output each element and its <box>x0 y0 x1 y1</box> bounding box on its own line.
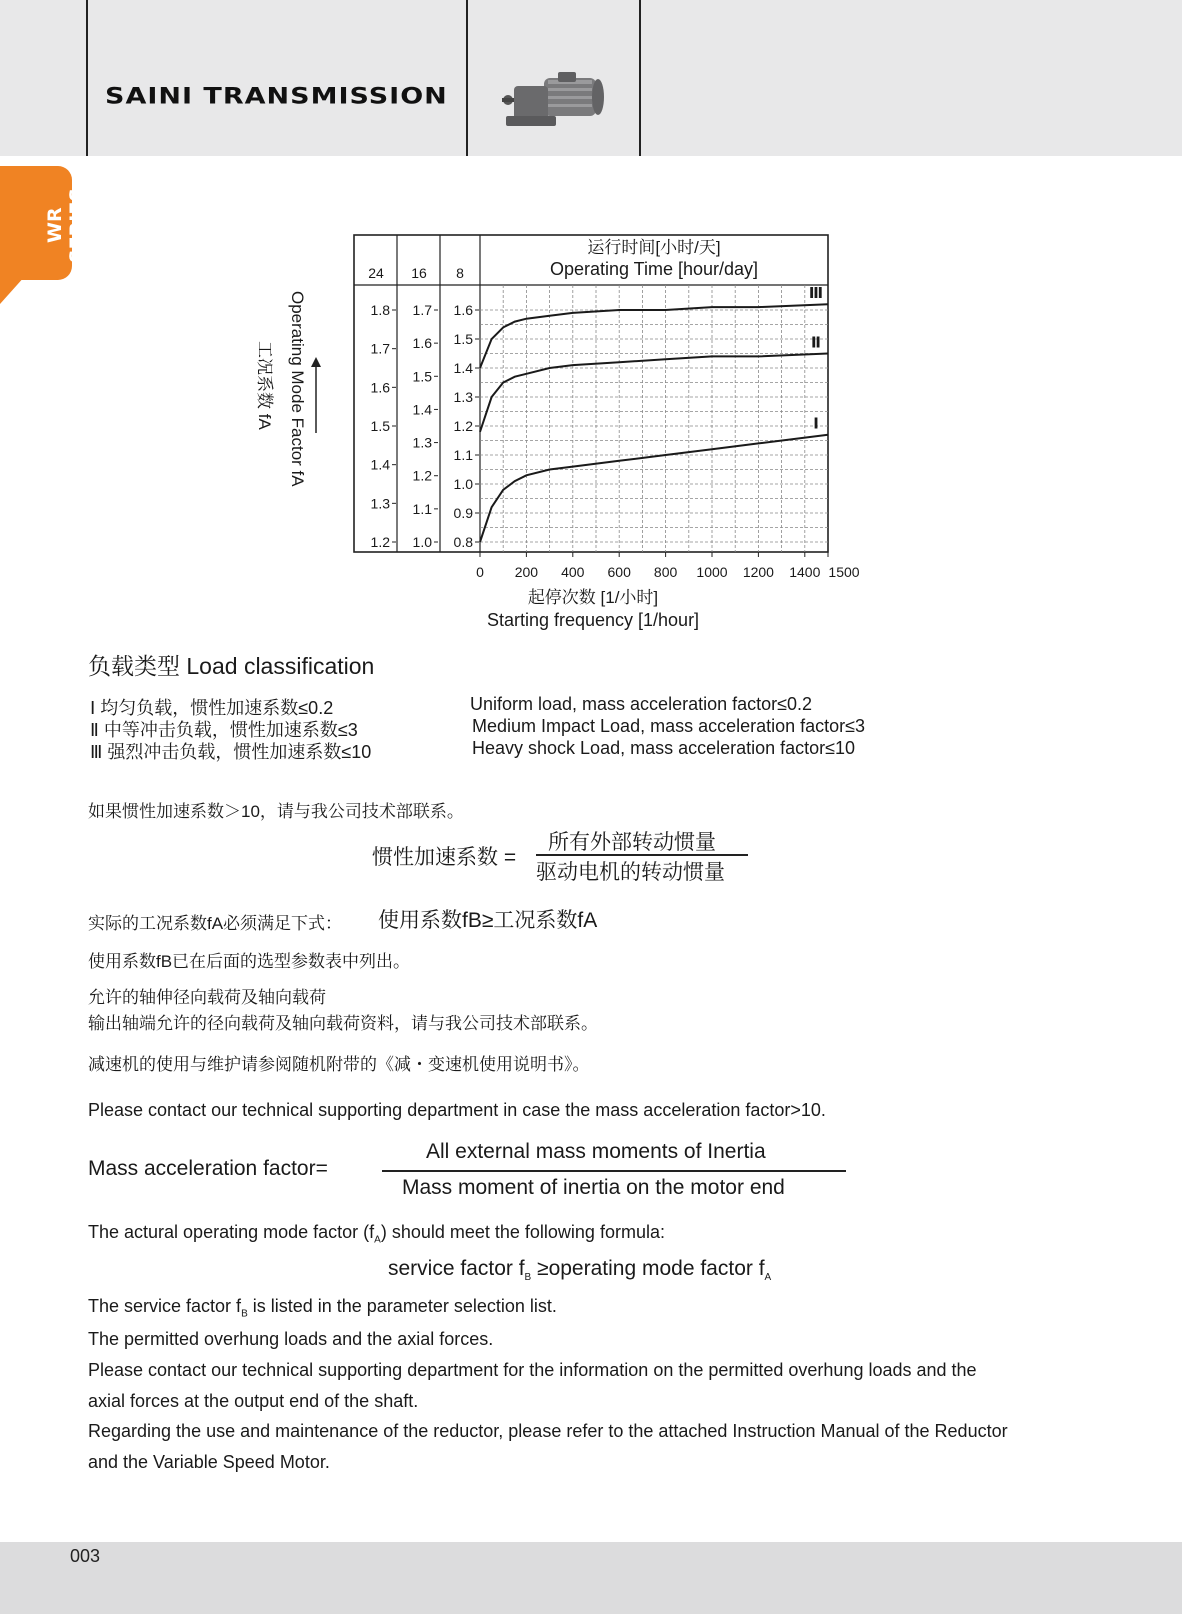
chart-y-tick-label: 1.2 <box>370 534 390 550</box>
cn-loads-text: 输出轴端允许的径向载荷及轴向载荷资料，请与我公司技术部联系。 <box>88 1014 598 1033</box>
chart-y-tick-label: 1.5 <box>370 418 390 434</box>
series-tab-fold <box>0 266 34 304</box>
chart-y-axis-label-en: Operating Mode Factor fA <box>288 291 307 487</box>
en-manual-line1: Regarding the use and maintenance of the reductor, please refer to the attached Instruction Manual of the Reductor <box>88 1421 1008 1441</box>
series-tab-label: WR SERIES <box>44 187 88 263</box>
chart-y-tick-label: 1.6 <box>370 379 390 396</box>
chart-y-tick-label: 1.3 <box>412 434 432 451</box>
chart-y-tick-label: 1.4 <box>370 456 390 473</box>
en-formula-label: Mass acceleration factor= <box>88 1157 328 1180</box>
load-class-en: Medium Impact Load, mass acceleration factor≤3 <box>472 716 866 736</box>
en-contact-text: Please contact our technical supporting department in case the mass acceleration factor>10. <box>88 1100 826 1120</box>
en-requirement-text: The actural operating mode factor $(f_A)$ should meet the following formula: <box>88 1222 665 1246</box>
en-requirement-formula: service factor $f_B$ ≥operating mode factor $f_A$ <box>388 1257 772 1284</box>
load-class-en: Uniform load, mass acceleration factor≤0.2 <box>470 694 813 714</box>
page-footer <box>0 1542 1182 1614</box>
chart-series-label: Ⅱ <box>811 334 821 352</box>
chart-y-tick-label: 1.6 <box>453 302 473 318</box>
cn-formula-denominator: 驱动电机的转动惯量 <box>536 861 725 884</box>
cn-manual-text: 减速机的使用与维护请参阅随机附带的《减・变速机使用说明书》。 <box>88 1055 590 1074</box>
en-formula-denominator: Mass moment of inertia on the motor end <box>402 1176 785 1199</box>
chart-x-tick-label: 400 <box>561 564 585 580</box>
chart-x-axis-label: 起停次数 [1/小时] <box>527 588 659 607</box>
chart-series-label: Ⅰ <box>813 415 819 433</box>
header-divider <box>639 0 641 156</box>
chart-y-tick-label: 1.0 <box>453 476 473 492</box>
load-class-cn: Ⅰ 均匀负载，惯性加速系数≤0.2 <box>90 698 334 718</box>
chart-x-tick-label: 800 <box>653 564 678 580</box>
chart-y-tick-label: 1.8 <box>370 302 390 318</box>
gear-motor-icon <box>502 70 606 134</box>
en-contact2-line2: axial forces at the output end of the shaft. <box>88 1391 419 1411</box>
chart-title: 运行时间[小时/天] <box>587 238 721 257</box>
chart-y-tick-label: 0.9 <box>453 505 473 521</box>
cn-contact-text: 如果惯性加速系数＞10，请与我公司技术部联系。 <box>88 802 464 821</box>
chart-x-tick-label: 1400 <box>789 564 821 580</box>
chart-series-line <box>480 435 828 542</box>
chart-y-axis-label: 工况系数 fA <box>255 341 274 430</box>
chart-y-tick-label: 1.1 <box>453 447 473 463</box>
chart-y-tick-label: 1.4 <box>412 401 432 418</box>
en-overhung-text: The permitted overhung loads and the axial forces. <box>88 1329 494 1349</box>
cn-listed-text: 使用系数fB已在后面的选型参数表中列出。 <box>88 952 411 971</box>
chart-y-tick-label: 1.6 <box>412 335 432 352</box>
chart-y-tick-label: 1.0 <box>412 534 432 550</box>
chart-x-tick-label: 1000 <box>696 564 728 580</box>
en-formula-numerator: All external mass moments of Inertia <box>426 1140 766 1163</box>
chart-series-line <box>480 354 828 432</box>
load-class-cn: Ⅱ 中等冲击负载，惯性加速系数≤3 <box>90 720 358 740</box>
header-divider <box>466 0 468 156</box>
page-number: 003 <box>70 1546 101 1566</box>
chart-y-tick-label: 1.2 <box>453 418 473 434</box>
cn-loads-title: 允许的轴伸径向载荷及轴向载荷 <box>88 988 326 1007</box>
cn-formula-numerator: 所有外部转动惯量 <box>548 831 716 854</box>
chart-series-line <box>480 304 828 368</box>
cn-formula-label: 惯性加速系数 = <box>372 846 517 869</box>
chart-y-tick-label: 1.2 <box>412 467 432 484</box>
chart-x-axis-label-en: Starting frequency [1/hour] <box>486 610 700 630</box>
chart-x-tick-label: 0 <box>476 564 484 580</box>
load-class-cn: Ⅲ 强烈冲击负载，惯性加速系数≤10 <box>90 742 372 762</box>
load-class-en: Heavy shock Load, mass acceleration factor≤10 <box>472 738 856 758</box>
en-contact2-line1: Please contact our technical supporting department for the information on the permitted overhung loads and the <box>88 1360 977 1380</box>
cn-requirement-formula: 使用系数fB≥工况系数fA <box>378 909 598 932</box>
chart-y-tick-label: 1.3 <box>370 495 390 512</box>
chart-y-tick-label: 1.5 <box>453 331 473 347</box>
chart-y-tick-label: 1.3 <box>453 389 473 405</box>
load-classification-heading: 负载类型 Load classification <box>88 653 375 679</box>
chart-y-tick-label: 1.1 <box>412 500 432 517</box>
chart-y-tick-label: 1.4 <box>453 360 473 376</box>
chart-x-tick-label: 200 <box>514 564 539 580</box>
chart-y-tick-label: 1.5 <box>412 368 432 385</box>
chart-y-tick-label: 1.7 <box>412 302 432 318</box>
chart-x-tick-label: 1200 <box>742 564 774 580</box>
chart-y-tick-label: 1.7 <box>370 340 390 357</box>
operating-factor-chart <box>250 225 870 635</box>
chart-y-axis-arrowhead <box>311 357 321 367</box>
header-divider <box>86 0 88 156</box>
chart-hours-label: 8 <box>456 265 464 281</box>
cn-requirement-prefix: 实际的工况系数fA必须满足下式： <box>88 914 343 933</box>
chart-hours-label: 24 <box>368 265 384 281</box>
chart-y-tick-label: 0.8 <box>453 534 473 550</box>
en-manual-line2: and the Variable Speed Motor. <box>88 1452 330 1472</box>
brand-logo: SAINI TRANSMISSION <box>105 84 448 110</box>
chart-x-tick-label: 600 <box>607 564 631 580</box>
en-formula-fraction-bar <box>382 1170 846 1172</box>
chart-series-label: Ⅲ <box>808 285 824 303</box>
chart-hours-label: 16 <box>411 265 427 281</box>
chart-x-tick-label: 1500 <box>828 564 860 580</box>
en-listed-text: The service factor $f_B$ is listed in the parameter selection list. <box>88 1296 557 1320</box>
chart-title-en: Operating Time [hour/day] <box>549 259 759 279</box>
